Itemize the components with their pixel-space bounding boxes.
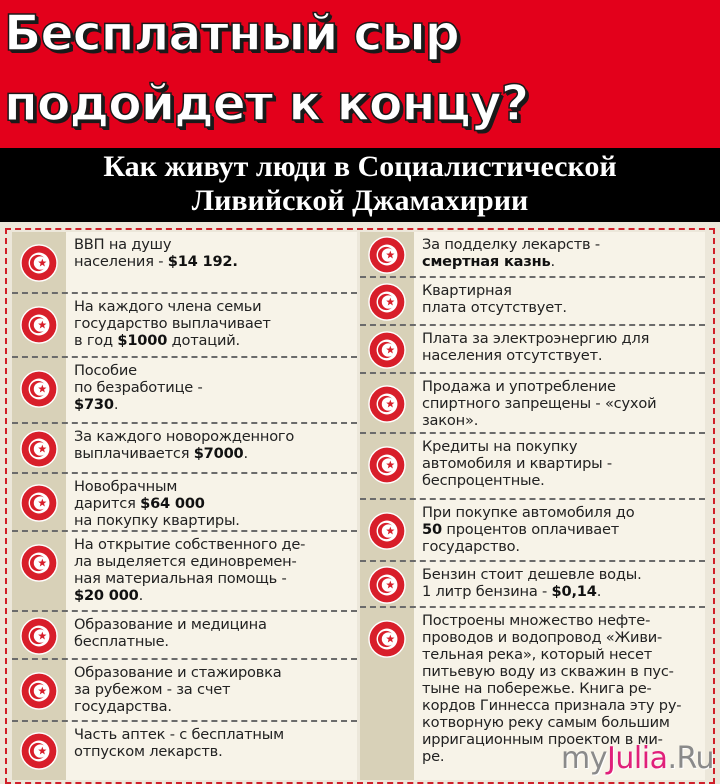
fact-highlight-value: $7000 [193, 445, 244, 462]
fact-text-part: . [550, 253, 555, 270]
fact-highlight-value: $730 [74, 396, 114, 413]
fact-text-part: За подделку лекарств - [422, 236, 600, 253]
fact-text-part: Часть аптек - с бесплатным отпуском лекарств. [74, 726, 284, 760]
fact-text [74, 616, 353, 650]
site-watermark [561, 741, 714, 776]
fact-item [12, 532, 357, 612]
fact-text-part: На открытие собственного де- ла выделяется единовремен- ная материальная помощь - [74, 536, 306, 587]
fact-text [422, 378, 701, 429]
fact-text-part: ВВП на душу населения - [74, 236, 172, 270]
fact-item [360, 232, 705, 278]
crescent-star-flag-icon [368, 620, 406, 658]
fact-item [360, 562, 705, 608]
subtitle-line-2: Ливийской Джамахирии [191, 184, 529, 217]
fact-text-part: Образование и стажировка за рубежом - за счет государства. [74, 664, 282, 715]
fact-text [74, 664, 353, 715]
fact-text [422, 566, 701, 600]
subtitle-line-1: Как живут люди в Социалистической [103, 150, 617, 183]
crescent-star-flag-icon [20, 370, 58, 408]
fact-item [12, 660, 357, 722]
crescent-star-flag-icon [20, 617, 58, 655]
fact-highlight-value: 50 [422, 521, 442, 538]
fact-item [360, 500, 705, 562]
fact-item [12, 722, 357, 780]
fact-text-part: При покупке автомобиля до [422, 504, 635, 521]
fact-item [360, 374, 705, 434]
fact-text-part: Квартирная плата отсутствует. [422, 282, 567, 316]
headline-line-1: Бесплатный сыр [4, 5, 459, 62]
crescent-star-flag-icon [368, 512, 406, 550]
fact-text [74, 478, 353, 529]
fact-text-part: За каждого новорожденного выплачивается [74, 428, 295, 462]
crescent-star-flag-icon [20, 544, 58, 582]
fact-text-part: Продажа и употребление спиртного запрещены - «сухой закон». [422, 378, 657, 429]
fact-text-part: . [138, 587, 144, 604]
fact-highlight-value: $20 000 [74, 587, 139, 604]
crescent-star-flag-icon [20, 672, 58, 710]
crescent-star-flag-icon [20, 244, 58, 282]
crescent-star-flag-icon [20, 430, 58, 468]
watermark-part-2: Julia [607, 741, 668, 776]
fact-text-part: Новобрачным дарится [74, 478, 178, 512]
fact-text [422, 438, 701, 489]
crescent-star-flag-icon [368, 446, 406, 484]
fact-text-part: . [596, 583, 602, 600]
fact-text-part: процентов оплачивает государство. [422, 521, 620, 555]
crescent-star-flag-icon [20, 732, 58, 770]
fact-highlight-value: $64 000 [140, 495, 205, 512]
fact-text-part: Построены множество нефте- проводов и водопровод «Живи- тельная река», который несет питьевую воду из скважин в пус- тыне на побережье. Книга ре- кордов Гиннесса признала эту ру- котворную реку самым большим ирригационным проектом в ми- ре. [422, 612, 682, 765]
crescent-star-flag-icon [368, 236, 406, 274]
fact-highlight-value: $1000 [117, 332, 168, 349]
crescent-star-flag-icon [20, 306, 58, 344]
fact-text-part: . [243, 445, 248, 462]
fact-highlight-value: смертная казнь [422, 253, 551, 270]
fact-item [12, 474, 357, 532]
fact-text-part: Пособие по безработице - [74, 362, 203, 396]
watermark-part-1: my [561, 741, 608, 776]
fact-text [422, 504, 701, 555]
crescent-star-flag-icon [368, 331, 406, 369]
fact-text [422, 282, 701, 316]
fact-text [74, 536, 353, 604]
fact-text-part: Кредиты на покупку автомобиля и квартиры - беспроцентные. [422, 438, 612, 489]
fact-text-part: дотаций. [167, 332, 240, 349]
crescent-star-flag-icon [368, 283, 406, 321]
fact-text [74, 428, 353, 462]
fact-text-part: на покупку квартиры. [74, 512, 240, 529]
fact-text [74, 362, 353, 413]
fact-text-part: На каждого члена семьи государство выплачивает в год [74, 298, 271, 349]
fact-item [12, 294, 357, 358]
crescent-star-flag-icon [20, 484, 58, 522]
fact-item [360, 278, 705, 326]
fact-item [12, 612, 357, 660]
fact-text [74, 236, 353, 270]
facts-panel [0, 222, 720, 784]
fact-text [74, 298, 353, 349]
fact-item [360, 326, 705, 374]
fact-highlight-value: $0,14 [551, 583, 597, 600]
fact-text-part: Бензин стоит дешевле воды. 1 литр бензина - [422, 566, 642, 600]
fact-item [360, 434, 705, 500]
facts-column-right [360, 232, 705, 780]
facts-column-left [12, 232, 357, 780]
fact-item [12, 232, 357, 294]
crescent-star-flag-icon [368, 566, 406, 604]
fact-highlight-value: $14 192. [167, 253, 238, 270]
fact-item [12, 358, 357, 424]
fact-text-part: Образование и медицина бесплатные. [74, 616, 267, 650]
crescent-star-flag-icon [368, 385, 406, 423]
fact-text [422, 330, 701, 364]
fact-text-part: Плата за электроэнергию для населения отсутствует. [422, 330, 650, 364]
headline-line-2: подойдет к концу? [4, 75, 529, 132]
fact-text [74, 726, 353, 760]
fact-text-part: . [113, 396, 119, 413]
fact-item [12, 424, 357, 474]
watermark-part-3: .Ru [667, 741, 714, 776]
subheader-bar [0, 148, 720, 222]
fact-text [422, 236, 701, 270]
header-banner [0, 0, 720, 148]
